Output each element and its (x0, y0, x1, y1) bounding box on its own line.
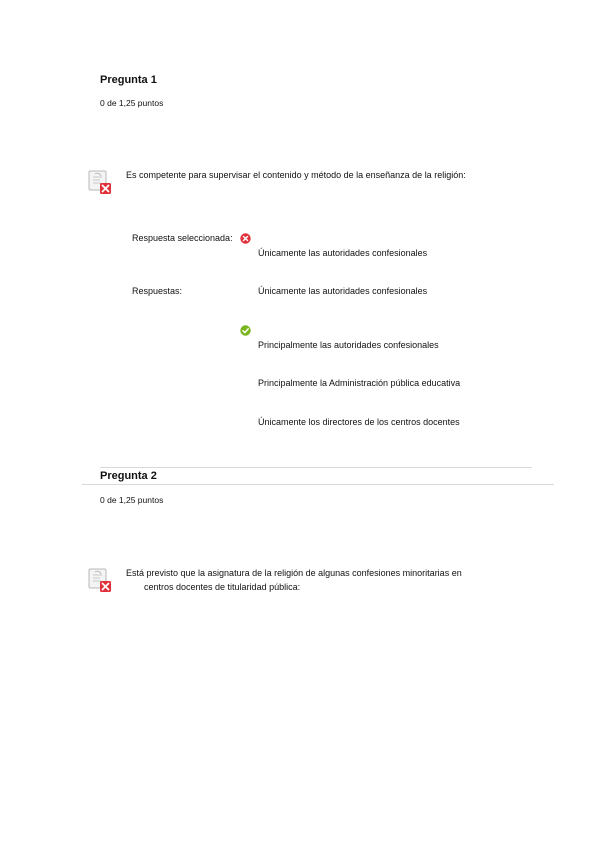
answers-label: Respuestas: (132, 286, 183, 296)
correct-icon (240, 325, 251, 336)
selected-answer-label: Respuesta seleccionada: (132, 233, 233, 243)
question-1-title: Pregunta 1 (100, 74, 157, 86)
answer-option: Únicamente las autoridades confesionales (258, 286, 428, 296)
incorrect-question-icon (88, 568, 112, 592)
incorrect-icon (240, 233, 251, 244)
divider (82, 484, 554, 485)
question-2-score: 0 de 1,25 puntos (100, 495, 164, 505)
answer-option-correct: Principalmente las autoridades confesionales (258, 340, 439, 350)
incorrect-question-icon (88, 170, 112, 194)
question-2-text: Está previsto que la asignatura de la religión de algunas confesiones minoritarias en centros docentes de titularidad pública: (126, 568, 462, 592)
question-2-title: Pregunta 2 (100, 470, 157, 482)
selected-answer: Únicamente las autoridades confesionales (258, 248, 428, 258)
divider (100, 467, 532, 468)
answer-option: Únicamente los directores de los centros docentes (258, 417, 460, 427)
question-1-text: Es competente para supervisar el contenido y método de la enseñanza de la religión: (126, 170, 466, 180)
question-1-score: 0 de 1,25 puntos (100, 98, 164, 108)
answer-option: Principalmente la Administración pública educativa (258, 378, 461, 388)
